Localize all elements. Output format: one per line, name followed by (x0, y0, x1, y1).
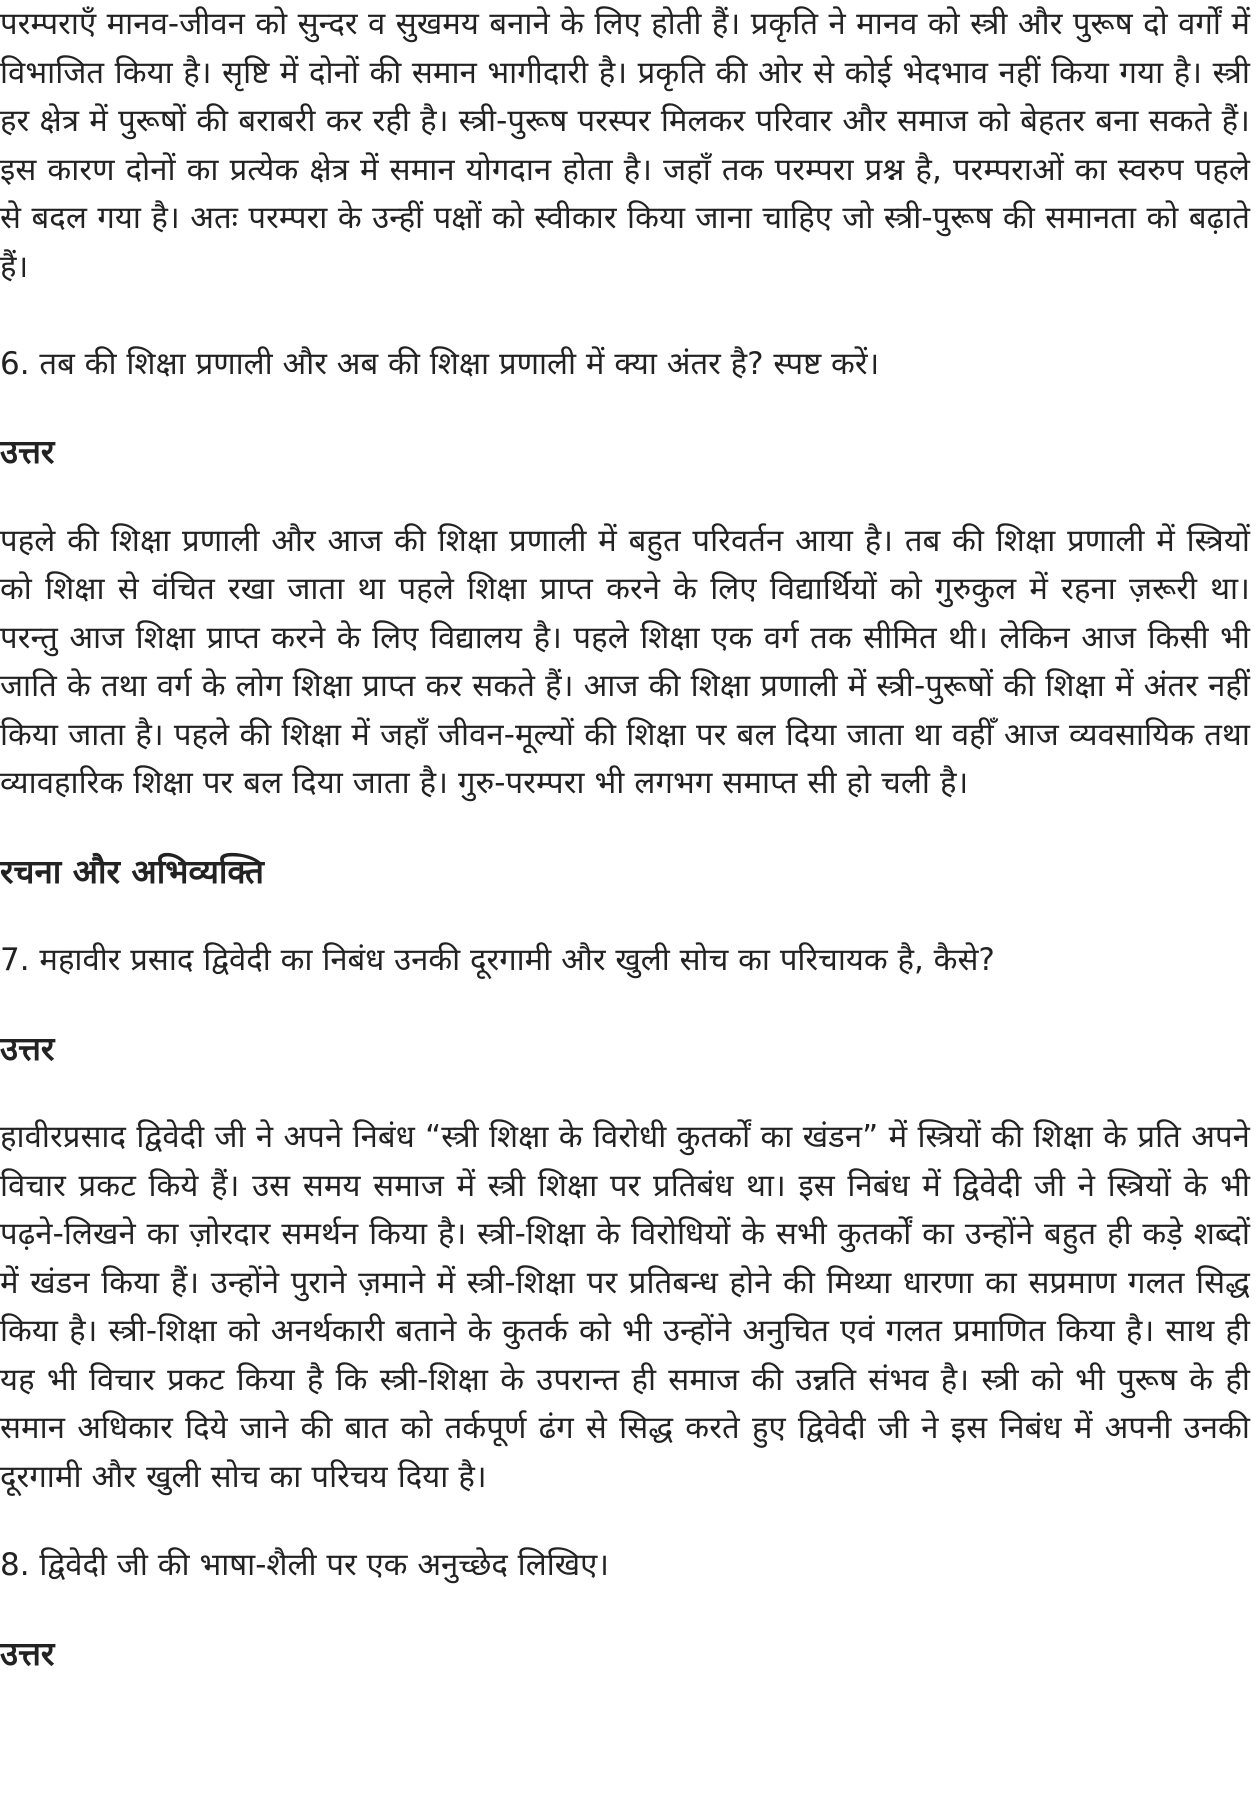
spacer (0, 388, 1250, 428)
section-heading: रचना और अभिव्यक्ति (0, 851, 264, 891)
paragraph-tradition: परम्पराएँ मानव-जीवन को सुन्दर व सुखमय बनाने के लिए होती हैं। प्रकृति ने मानव को स्त्री और पुरूष दो वर्गों में विभाजित किया है। सृष्टि में दोनों की समान भागीदारी है। प्रकृति की ओर से कोई भेदभाव नहीं किया गया है। स्त्री हर क्षेत्र में पुरूषों की बराबरी कर रही है। स्त्री-पुरूष परस्पर मिलकर परिवार और समाज को बेहतर बना सकते हैं। इस कारण दोनों का प्रत्येक क्षेत्र में समान योगदान होता है। जहाँ तक परम्परा प्रश्न है, परम्पराओं का स्वरुप पहले से बदल गया है। अतः परम्परा के उन्हीं पक्षों को स्वीकार किया जाना चाहिए जो स्त्री-पुरूष की समानता को बढ़ाते हैं। (0, 6, 1250, 285)
spacer (0, 1501, 1250, 1541)
answer-heading-7: उत्तर (0, 1028, 55, 1068)
question-8: 8. द्विवेदी जी की भाषा-शैली पर एक अनुच्छेद लिखिए। (0, 1547, 609, 1583)
answer-heading-6: उत्तर (0, 432, 55, 471)
spacer (0, 1073, 1250, 1113)
question-7: 7. महावीर प्रसाद द्विवेदी का निबंध उनकी दूरगामी और खुली सोच का परिचायक है, कैसे? (0, 942, 995, 978)
spacer (0, 291, 1250, 340)
spacer (0, 808, 1250, 848)
spacer (0, 1590, 1250, 1630)
spacer (0, 477, 1250, 517)
question-6: 6. तब की शिक्षा प्रणाली और अब की शिक्षा प्रणाली में क्या अंतर है? स्पष्ट करें। (0, 345, 880, 382)
spacer (0, 985, 1250, 1025)
answer-6: पहले की शिक्षा प्रणाली और आज की शिक्षा प्रणाली में बहुत परिवर्तन आया है। तब की शिक्षा प्रणाली में स्त्रियों को शिक्षा से वंचित रखा जाता था पहले शिक्षा प्राप्त करने के लिए विद्यार्थियों को गुरुकुल में रहना ज़रूरी था। परन्तु आज शिक्षा प्राप्त करने के लिए विद्यालय है। पहले शिक्षा एक वर्ग तक सीमित थी। लेकिन आज किसी भी जाति के तथा वर्ग के लोग शिक्षा प्राप्त कर सकते हैं। आज की शिक्षा प्रणाली में स्त्री-पुरूषों की शिक्षा में अंतर नहीं किया जाता है। पहले की शिक्षा में जहाँ जीवन-मूल्यों की शिक्षा पर बल दिया जाता था वहीँ आज व्यवसायिक तथा व्यावहारिक शिक्षा पर बल दिया जाता है। गुरु-परम्परा भी लगभग समाप्त सी हो चली है। (0, 522, 1250, 801)
spacer (0, 896, 1250, 936)
answer-7: हावीरप्रसाद द्विवेदी जी ने अपने निबंध “स्त्री शिक्षा के विरोधी कुतर्कों का खंडन” में स्त्रियों की शिक्षा के प्रति अपने विचार प्रकट किये हैं। उस समय समाज में स्त्री शिक्षा पर प्रतिबंध था। इस निबंध में द्विवेदी जी ने स्त्रियों के भी पढ़ने-लिखने का ज़ोरदार समर्थन किया है। स्त्री-शिक्षा के विरोधियों के सभी कुतर्कों का उन्होंने बहुत ही कड़े शब्दों में खंडन किया हैं। उन्होंने पुराने ज़माने में स्त्री-शिक्षा पर प्रतिबन्ध होने की मिथ्या धारणा का सप्रमाण गलत सिद्ध किया है। स्त्री-शिक्षा को अनर्थकारी बताने के कुतर्क को भी उन्होंने अनुचित एवं गलत प्रमाणित किया है। साथ ही यह भी विचार प्रकट किया है कि स्त्री-शिक्षा के उपरान्त ही समाज की उन्नति संभव है। स्त्री को भी पुरूष के ही समान अधिकार दिये जाने की बात को तर्कपूर्ण ढंग से सिद्ध करते हुए द्विवेदी जी ने इस निबंध में अपनी उनकी दूरगामी और खुली सोच का परिचय दिया है। (0, 1119, 1250, 1495)
answer-heading-8: उत्तर (0, 1633, 55, 1673)
